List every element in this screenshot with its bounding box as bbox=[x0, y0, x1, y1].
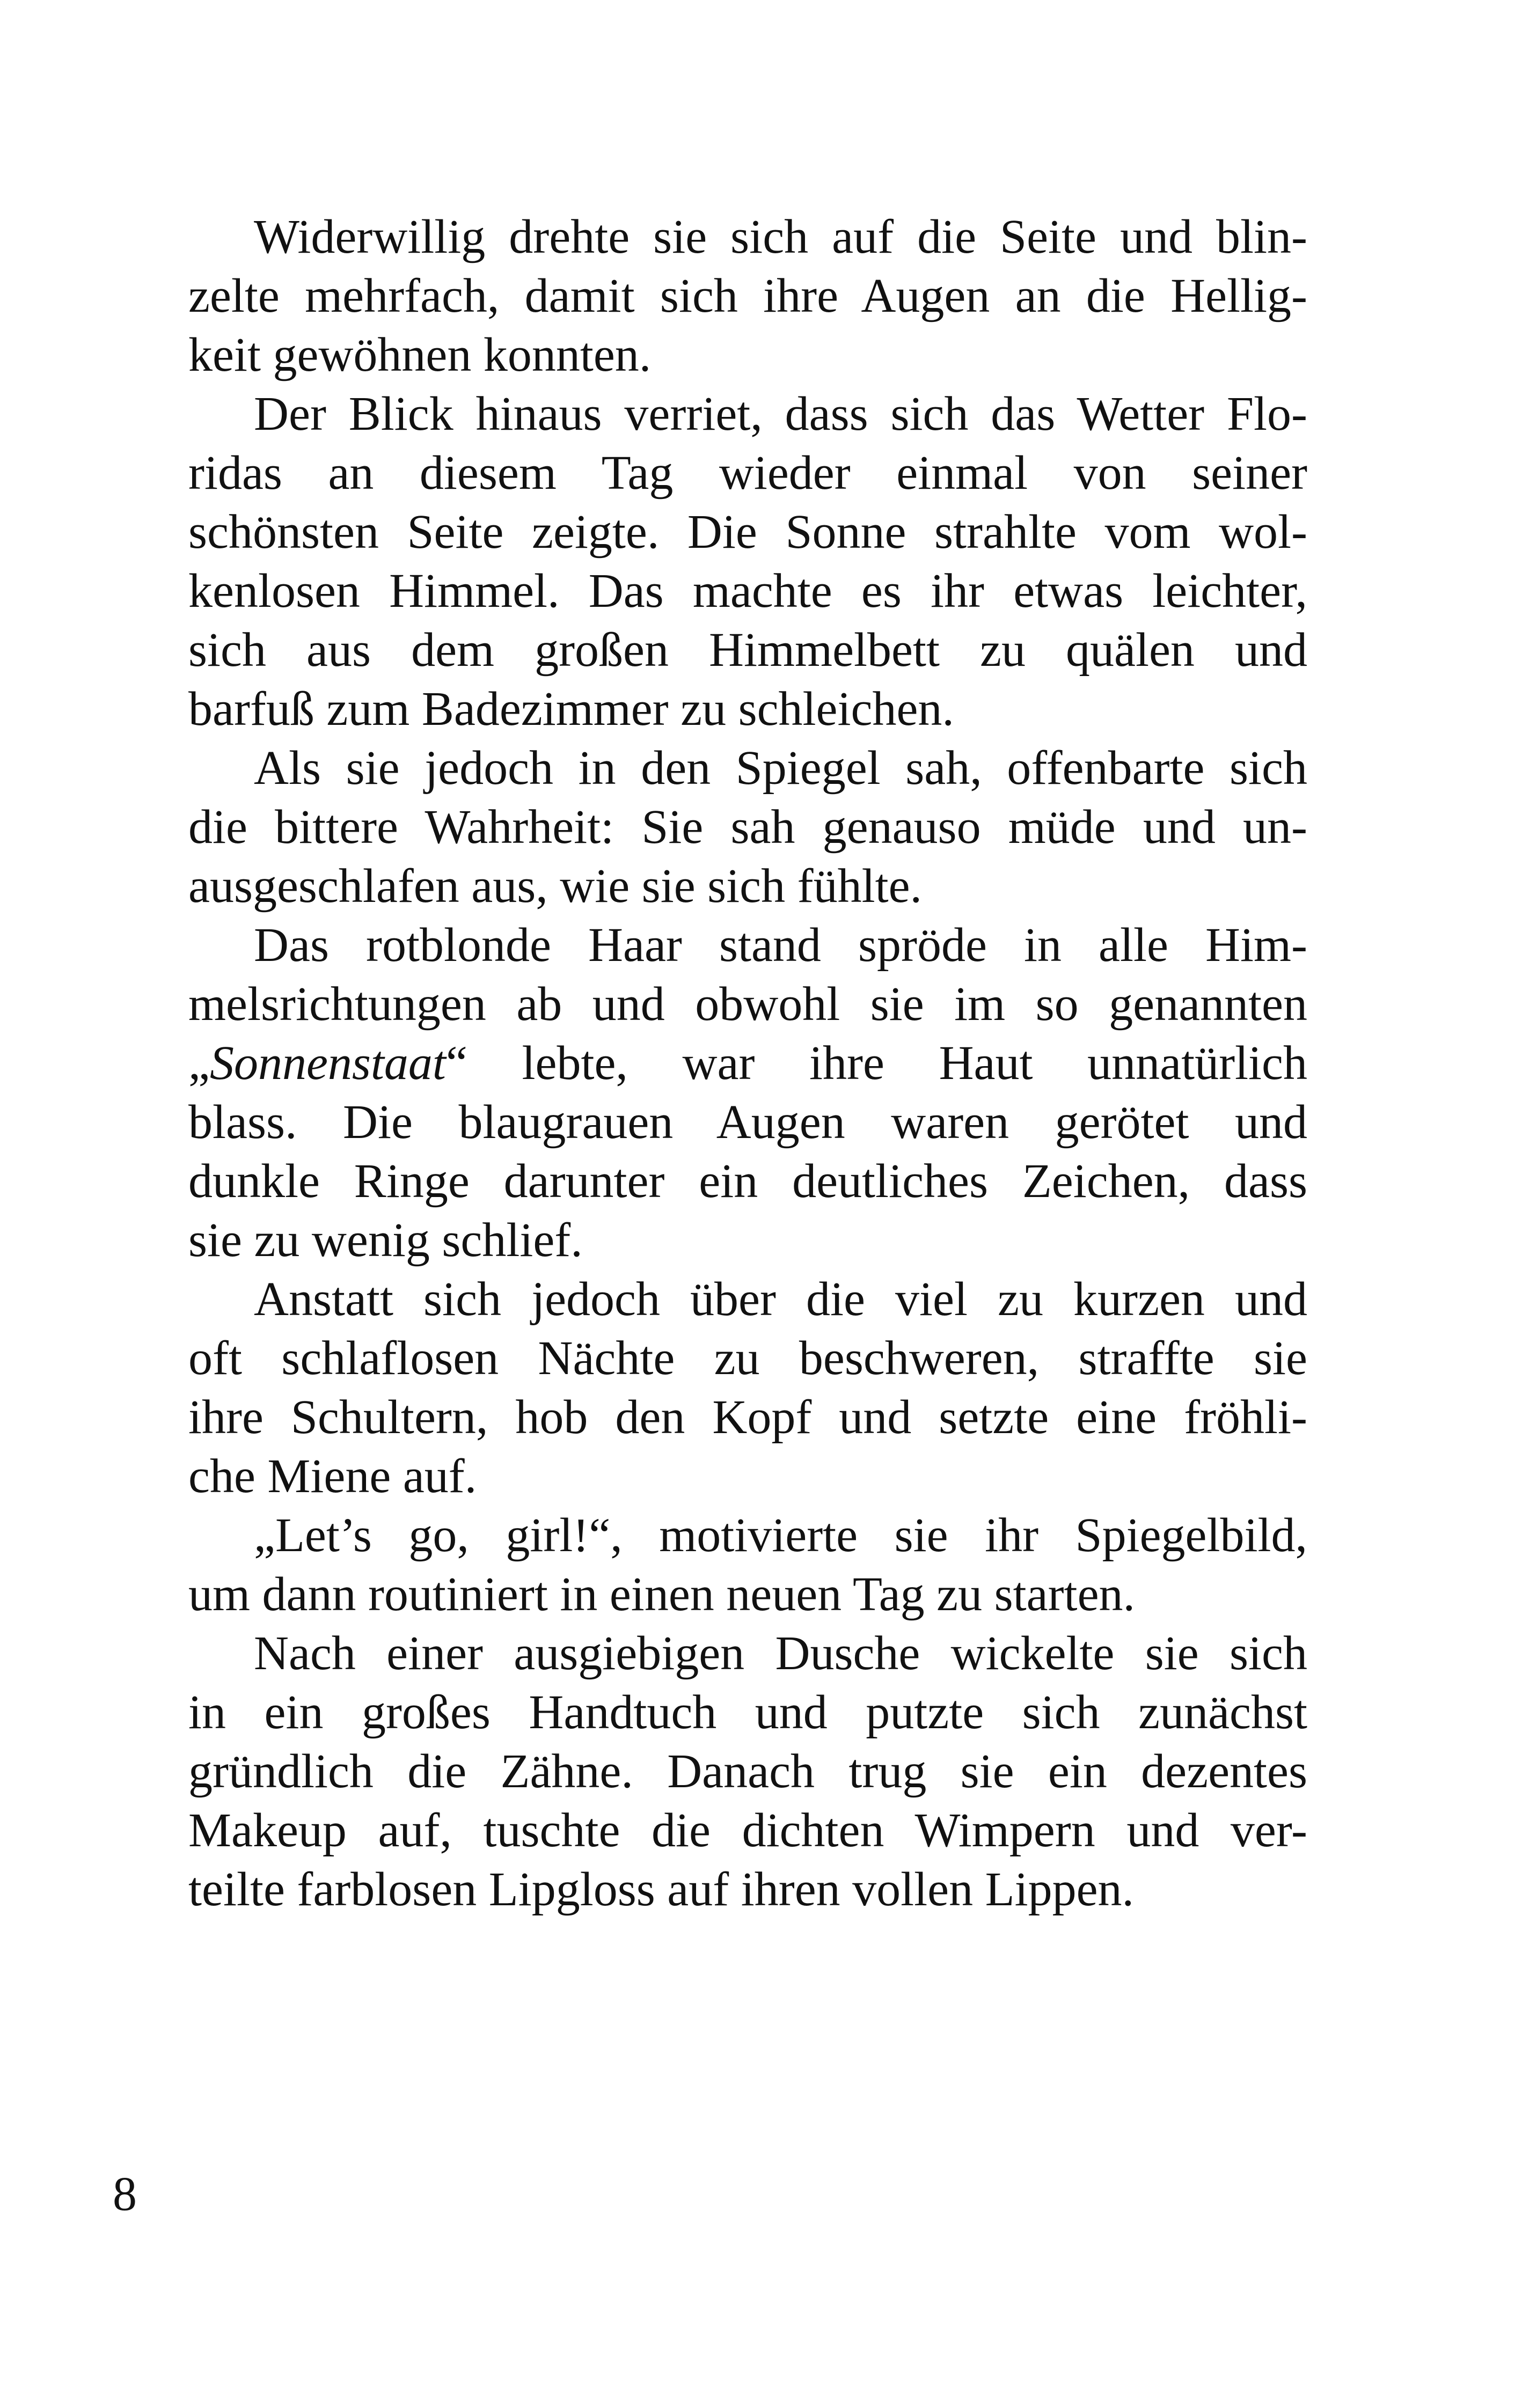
line-rest: lebte, war ihre Haut unnatürlich bbox=[467, 1037, 1307, 1090]
text-line: „Let’s go, girl!“, motivierte sie ihr Spiegelbild, bbox=[254, 1509, 1307, 1562]
text-line: gründlich die Zähne. Danach trug sie ein dezentes bbox=[188, 1745, 1307, 1798]
text-line: melsrichtungen ab und obwohl sie im so genannten bbox=[188, 978, 1307, 1031]
open-quote: „ bbox=[188, 1037, 210, 1090]
text-line: ihre Schultern, hob den Kopf und setzte eine fröhli- bbox=[188, 1391, 1307, 1444]
text-line: sie zu wenig schlief. bbox=[188, 1214, 583, 1267]
text-line: zelte mehrfach, damit sich ihre Augen an die Hellig- bbox=[188, 269, 1307, 322]
text-line: die bittere Wahrheit: Sie sah genauso müde und un- bbox=[188, 801, 1307, 854]
text-line: Anstatt sich jedoch über die viel zu kurzen und bbox=[254, 1273, 1307, 1326]
text-line: oft schlaflosen Nächte zu beschweren, straffte sie bbox=[188, 1332, 1307, 1385]
text-line: Das rotblonde Haar stand spröde in alle Him- bbox=[254, 919, 1307, 972]
text-line bbox=[188, 1034, 1307, 1093]
text-line: um dann routiniert in einen neuen Tag zu starten. bbox=[188, 1568, 1136, 1621]
paragraph bbox=[188, 208, 1307, 385]
text-line: sich aus dem großen Himmelbett zu quälen und bbox=[188, 623, 1307, 677]
paragraph bbox=[188, 916, 1307, 1270]
text-line: Nach einer ausgiebigen Dusche wickelte sie sich bbox=[254, 1627, 1307, 1680]
text-line: dunkle Ringe darunter ein deutliches Zeichen, dass bbox=[188, 1155, 1307, 1208]
paragraph bbox=[188, 1270, 1307, 1506]
text-line: Als sie jedoch in den Spiegel sah, offenbarte sich bbox=[254, 742, 1307, 795]
text-line: barfuß zum Badezimmer zu schleichen. bbox=[188, 682, 954, 736]
paragraph bbox=[188, 385, 1307, 739]
text-line: keit gewöhnen konnten. bbox=[188, 328, 652, 381]
text-line: Der Blick hinaus verriet, dass sich das Wetter Flo- bbox=[254, 387, 1307, 441]
paragraph bbox=[188, 739, 1307, 916]
close-quote: “ bbox=[445, 1037, 467, 1090]
italic-term: Sonnenstaat bbox=[209, 1037, 446, 1090]
text-line: blass. Die blaugrauen Augen waren gerötet und bbox=[188, 1096, 1307, 1149]
text-line: teilte farblosen Lipgloss auf ihren vollen Lippen. bbox=[188, 1863, 1135, 1916]
text-line: Makeup auf, tuschte die dichten Wimpern und ver- bbox=[188, 1804, 1307, 1857]
text-line: kenlosen Himmel. Das machte es ihr etwas leichter, bbox=[188, 564, 1307, 618]
text-line: che Miene auf. bbox=[188, 1450, 477, 1503]
text-line: schönsten Seite zeigte. Die Sonne strahlte vom wol- bbox=[188, 505, 1307, 559]
text-line: ausgeschlafen aus, wie sie sich fühlte. bbox=[188, 860, 923, 913]
text-line: in ein großes Handtuch und putzte sich zunächst bbox=[188, 1686, 1307, 1739]
body-text bbox=[188, 208, 1307, 1919]
paragraph bbox=[188, 1506, 1307, 1624]
page-number: 8 bbox=[113, 2168, 137, 2221]
paragraph bbox=[188, 1624, 1307, 1919]
text-line: ridas an diesem Tag wieder einmal von seiner bbox=[188, 446, 1307, 500]
text-line: Widerwillig drehte sie sich auf die Seite und blin- bbox=[254, 210, 1307, 263]
